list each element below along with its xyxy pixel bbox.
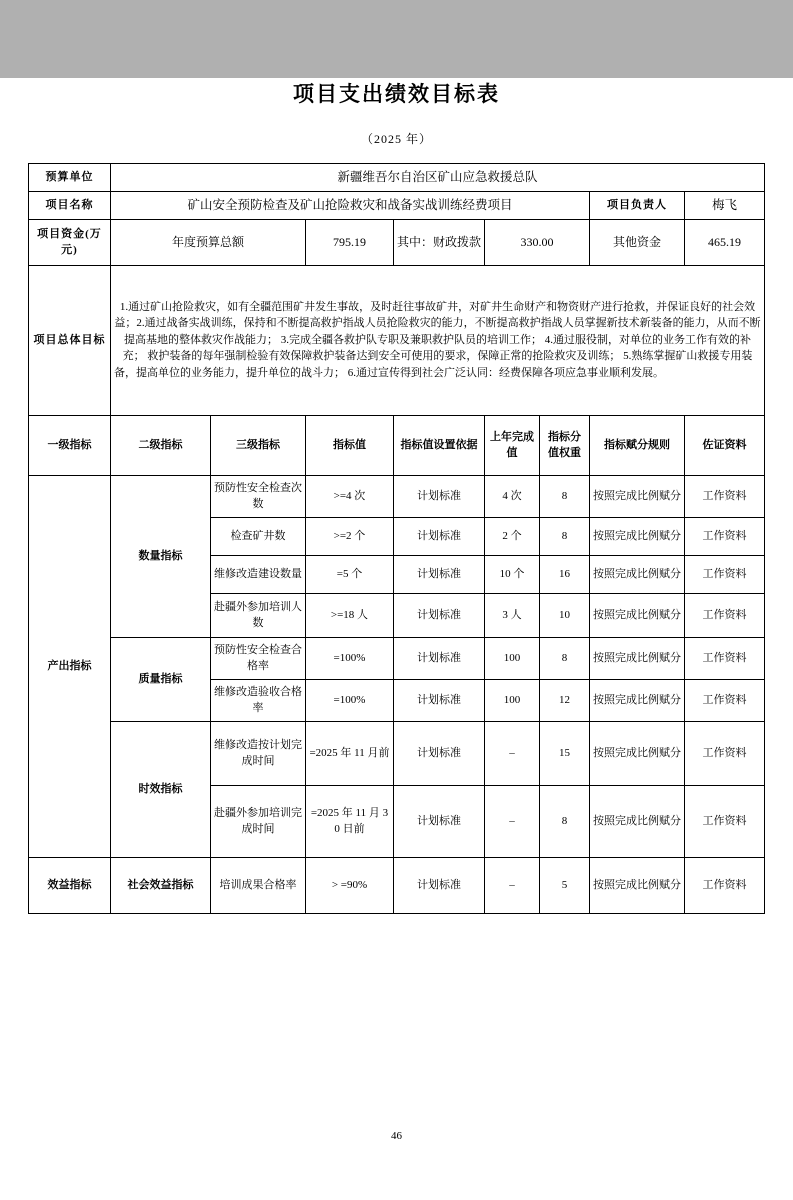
- level3-name: 维修改造按计划完成时间: [210, 721, 305, 785]
- last-year-value: –: [484, 857, 539, 913]
- level2-cell-social-benefit: 社会效益指标: [110, 857, 210, 913]
- target-value: >=18 人: [305, 593, 393, 637]
- header-evidence: 佐证资料: [684, 415, 764, 475]
- scoring-rule: 按照完成比例赋分: [589, 679, 684, 721]
- evidence: 工作资料: [684, 721, 764, 785]
- basis: 计划标准: [393, 785, 484, 857]
- header-basis: 指标值设置依据: [393, 415, 484, 475]
- level3-name: 检查矿井数: [210, 517, 305, 555]
- last-year-value: 100: [484, 637, 539, 679]
- last-year-value: 3 人: [484, 593, 539, 637]
- evidence: 工作资料: [684, 593, 764, 637]
- table-row: [28, 637, 764, 679]
- target-value: >=2 个: [305, 517, 393, 555]
- among-which-label: 其中：财政拨款: [393, 219, 484, 265]
- target-value: =100%: [305, 679, 393, 721]
- header-last-year: 上年完成值: [484, 415, 539, 475]
- weight: 8: [539, 637, 589, 679]
- evidence: 工作资料: [684, 555, 764, 593]
- last-year-value: 10 个: [484, 555, 539, 593]
- table-row: [28, 721, 764, 785]
- header-level3: 三级指标: [210, 415, 305, 475]
- document-page: [0, 78, 793, 1200]
- evidence: 工作资料: [684, 475, 764, 517]
- level3-name: 赴疆外参加培训完成时间: [210, 785, 305, 857]
- project-name-label: 项目名称: [28, 191, 110, 219]
- target-value: =100%: [305, 637, 393, 679]
- last-year-value: 2 个: [484, 517, 539, 555]
- table-row-project-fund: [28, 219, 764, 265]
- table-row: [28, 857, 764, 913]
- basis: 计划标准: [393, 637, 484, 679]
- table-row: [28, 475, 764, 517]
- among-which-value: 330.00: [484, 219, 589, 265]
- basis: 计划标准: [393, 679, 484, 721]
- basis: 计划标准: [393, 593, 484, 637]
- evidence: 工作资料: [684, 637, 764, 679]
- level3-name: 维修改造验收合格率: [210, 679, 305, 721]
- page-subtitle: （2025 年）: [360, 132, 432, 146]
- header-level1: 一级指标: [28, 415, 110, 475]
- level3-name: 培训成果合格率: [210, 857, 305, 913]
- other-fund-label: 其他资金: [589, 219, 684, 265]
- project-fund-label: 项目资金(万元): [28, 219, 110, 265]
- header-weight: 指标分值权重: [539, 415, 589, 475]
- level2-cell-quantity: 数量指标: [110, 475, 210, 637]
- level2-cell-timeliness: 时效指标: [110, 721, 210, 857]
- header-scoring-rule: 指标赋分规则: [589, 415, 684, 475]
- evidence: 工作资料: [684, 857, 764, 913]
- weight: 15: [539, 721, 589, 785]
- level3-name: 预防性安全检查合格率: [210, 637, 305, 679]
- scoring-rule: 按照完成比例赋分: [589, 555, 684, 593]
- scoring-rule: 按照完成比例赋分: [589, 857, 684, 913]
- project-owner-label: 项目负责人: [589, 191, 684, 219]
- page-title: 项目支出绩效目标表: [293, 82, 500, 106]
- target-value: > =90%: [305, 857, 393, 913]
- page-number: 46: [391, 1130, 402, 1142]
- basis: 计划标准: [393, 517, 484, 555]
- scoring-rule: 按照完成比例赋分: [589, 517, 684, 555]
- other-fund-value: 465.19: [684, 219, 764, 265]
- overall-goal-text: 1.通过矿山抢险救灾，如有全疆范围矿井发生事故，及时赶往事故矿井，对矿井生命财产和物资财产进行抢救，并保证良好的社会效益；2.通过战备实战训练，保持和不断提高救护指战人员抢险救灾的能力，不断提高救护指战人员掌握新技术新装备的能力，从而不断提高基地的整体救灾作战能力； 3.完成全疆各救护队专职及兼职救护队员的培训工作； 4.通过服役制，对单位的业务工作有效的补充； 救护装备的每年强制检验有效保障救护装备达到安全可使用的要求，保障正常的抢险救灾及训练； 5.熟练掌握矿山救援专用装备，提高单位的业务能力，提升单位的战斗力； 6.通过宣传得到社会广泛认同：经费保障各项应急事业顺利发展。: [110, 265, 764, 415]
- weight: 8: [539, 517, 589, 555]
- weight: 8: [539, 785, 589, 857]
- target-value: =2025 年 11 月 30 日前: [305, 785, 393, 857]
- overall-goal-label: 项目总体目标: [28, 265, 110, 415]
- budget-unit-label: 预算单位: [28, 164, 110, 192]
- level3-name: 维修改造建设数量: [210, 555, 305, 593]
- last-year-value: 4 次: [484, 475, 539, 517]
- table-row-overall-goal: [28, 265, 764, 415]
- weight: 10: [539, 593, 589, 637]
- weight: 8: [539, 475, 589, 517]
- level1-cell-benefit: 效益指标: [28, 857, 110, 913]
- weight: 12: [539, 679, 589, 721]
- basis: 计划标准: [393, 721, 484, 785]
- indicator-header-row: [28, 415, 764, 475]
- evidence: 工作资料: [684, 517, 764, 555]
- budget-unit-value: 新疆维吾尔自治区矿山应急救援总队: [110, 164, 764, 192]
- level3-name: 赴疆外参加培训人数: [210, 593, 305, 637]
- target-value: =5 个: [305, 555, 393, 593]
- level2-cell-quality: 质量指标: [110, 637, 210, 721]
- weight: 5: [539, 857, 589, 913]
- basis: 计划标准: [393, 475, 484, 517]
- table-row-project-name: [28, 191, 764, 219]
- scoring-rule: 按照完成比例赋分: [589, 785, 684, 857]
- level3-name: 预防性安全检查次数: [210, 475, 305, 517]
- header-target-value: 指标值: [305, 415, 393, 475]
- last-year-value: 100: [484, 679, 539, 721]
- last-year-value: –: [484, 721, 539, 785]
- project-owner-value: 梅飞: [684, 191, 764, 219]
- scoring-rule: 按照完成比例赋分: [589, 637, 684, 679]
- basis: 计划标准: [393, 857, 484, 913]
- evidence: 工作资料: [684, 679, 764, 721]
- evidence: 工作资料: [684, 785, 764, 857]
- weight: 16: [539, 555, 589, 593]
- last-year-value: –: [484, 785, 539, 857]
- basis: 计划标准: [393, 555, 484, 593]
- scoring-rule: 按照完成比例赋分: [589, 721, 684, 785]
- table-row-budget-unit: [28, 164, 764, 192]
- annual-total-value: 795.19: [305, 219, 393, 265]
- info-table: [28, 163, 765, 914]
- project-name-value: 矿山安全预防检查及矿山抢险救灾和战备实战训练经费项目: [110, 191, 589, 219]
- header-level2: 二级指标: [110, 415, 210, 475]
- level1-cell-output: 产出指标: [28, 475, 110, 857]
- target-value: >=4 次: [305, 475, 393, 517]
- scoring-rule: 按照完成比例赋分: [589, 593, 684, 637]
- target-value: =2025 年 11 月前: [305, 721, 393, 785]
- annual-total-label: 年度预算总额: [110, 219, 305, 265]
- scoring-rule: 按照完成比例赋分: [589, 475, 684, 517]
